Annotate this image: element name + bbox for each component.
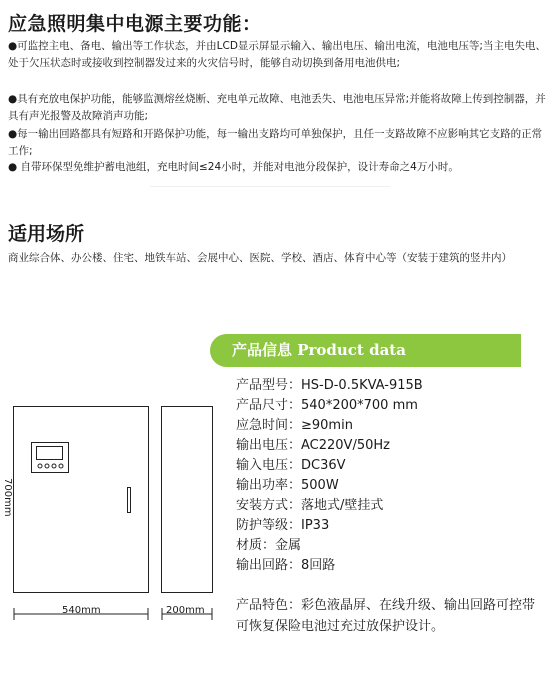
depth-dimension-label: 200mm	[166, 605, 205, 616]
spec-output-power: 输出功率：500W	[236, 478, 339, 493]
spec-emergency-time: 应急时间：≥90min	[236, 418, 353, 433]
bullet-circuit-protection: ●每一输出回路都具有短路和开路保护功能，每一输出支路均可单独保护，且任一支路故障不应影响其它支路的正常工作;	[8, 128, 543, 157]
bullet-monitoring: ●可监控主电、备电、输出等工作状态，并由LCD显示屏显示输入、输出电压、输出电流，电池电压等;当主电失电、处于欠压状态时或接收到控制器发过来的火灾信号时，能够自动切换到备用电池供电;	[8, 40, 546, 69]
product-info-banner: 产品信息 Product data	[210, 334, 521, 367]
width-dimension-label: 540mm	[62, 605, 101, 616]
height-dimension-label: 700mm	[2, 478, 13, 517]
spec-input-voltage: 输入电压：DC36V	[236, 458, 346, 473]
venues-text: 商业综合体、办公楼、住宅、地铁车站、会展中心、医院、学校、酒店、体育中心等（安装于建筑的竖井内）	[8, 252, 512, 264]
product-features: 产品特色：彩色液晶屏、在线升级、输出回路可控带可恢复保险电池过充过放保护设计。	[236, 598, 536, 634]
spec-output-circuits: 输出回路：8回路	[236, 558, 336, 573]
spec-protection-grade: 防护等级：IP33	[236, 518, 330, 533]
spec-material: 材质：金属	[236, 538, 302, 553]
section-title-functions: 应急照明集中电源主要功能：	[8, 13, 262, 35]
bullet-battery: ● 自带环保型免维护蓄电池组，充电时间≤24小时，并能对电池分段保护，设计寿命之4万小时。	[8, 161, 459, 173]
spec-output-voltage: 输出电压：AC220V/50Hz	[236, 438, 390, 453]
spec-model: 产品型号：HS-D-0.5KVA-915B	[236, 378, 423, 393]
spec-size: 产品尺寸：540*200*700 mm	[236, 398, 418, 413]
section-title-venues: 适用场所	[8, 223, 85, 245]
spec-installation: 安装方式：落地式/壁挂式	[236, 498, 384, 513]
bullet-charge-protection: ●具有充放电保护功能，能够监测熔丝烧断、充电单元故障、电池丢失、电池电压异常;并能将故障上传到控制器，并具有声光报警及故障消声功能;	[8, 93, 546, 122]
